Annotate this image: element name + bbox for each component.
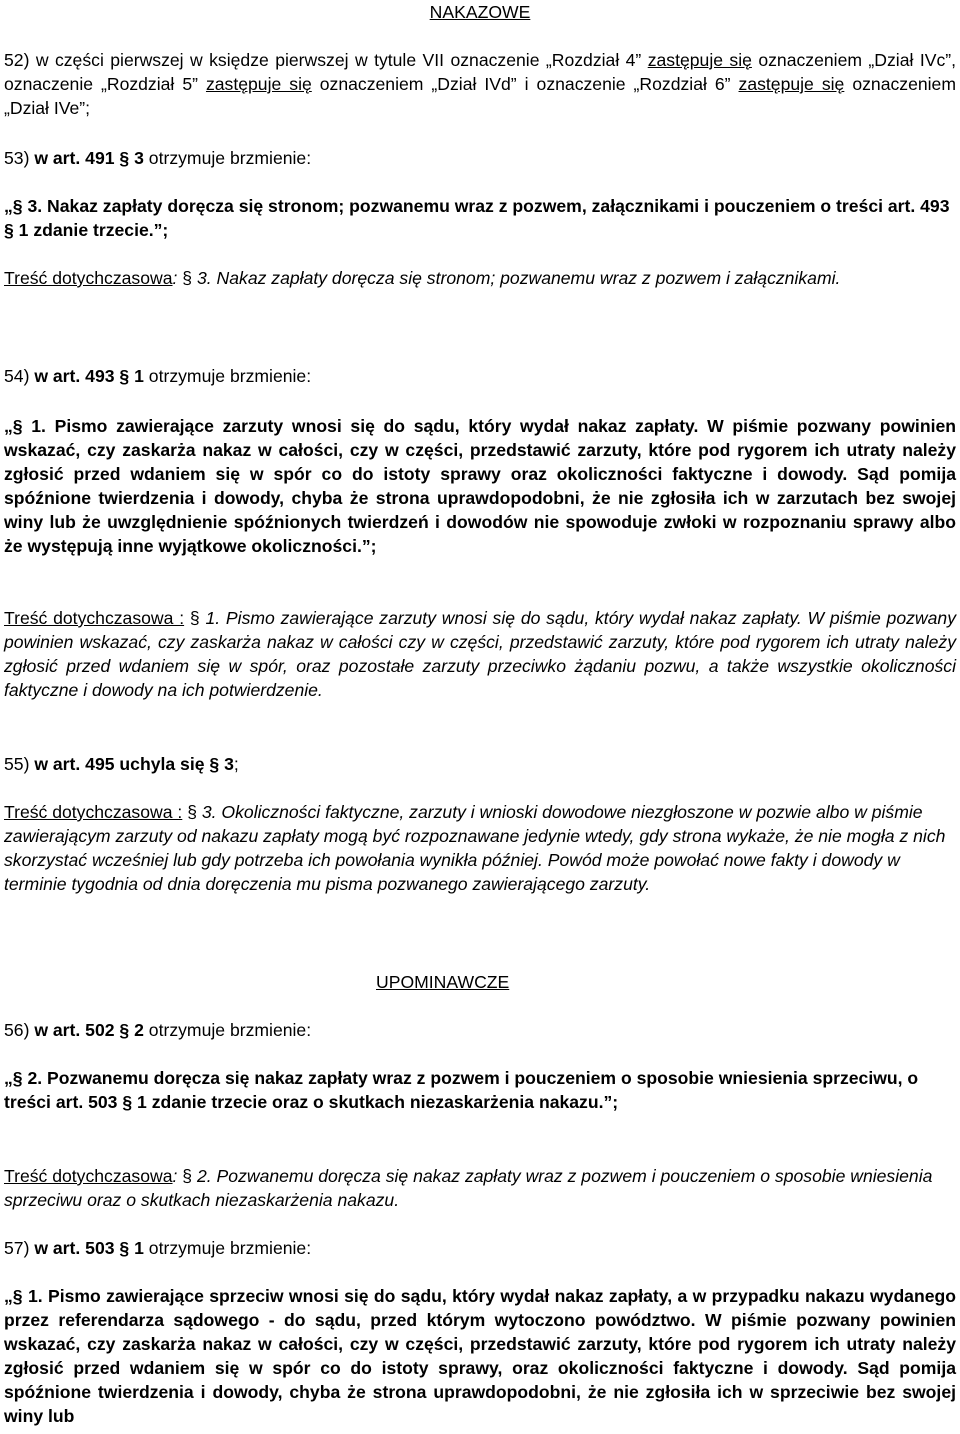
amendment-54: 54) w art. 493 § 1 otrzymuje brzmienie: <box>4 366 312 386</box>
amendment-53: 53) w art. 491 § 3 otrzymuje brzmienie: <box>4 148 312 168</box>
new-text-57: „§ 1. Pismo zawierające sprzeciw wnosi się do sądu, który wydał nakaz zapłaty, a w przypadku nakazu wydanego przez referendarza sądowego - do sądu, przed którym wytoczono powództwo. W piśmie pozwany powinien wskazać, czy zaskarża nakaz w całości, czy w części, przedstawić zarzuty, które pod rygorem ich utraty należy zgłosić przed wdaniem się w spór co do istoty sprawy, oraz okoliczności faktyczne i dowody. Sąd pomija spóźnione twierdzenia i dowody, chyba że strona uprawdopodobni, że nie zgłosiła ich w sprzeciwie bez swojej winy lub <box>4 1286 956 1426</box>
previous-text-54: Treść dotychczasowa : § 1. Pismo zawierające zarzuty wnosi się do sądu, który wydał nakaz zapłaty. W piśmie pozwany powinien wskazać, czy zaskarża nakaz w całości czy w części, przedstawić zarzuty, które pod rygorem ich utraty należy zgłosić przed wdaniem się w spór, oraz pozostałe zarzuty przeciwko żądaniu pozwu, a także wszystkie okoliczności faktyczne i dowody na ich potwierdzenie. <box>4 608 956 700</box>
amendment-56: 56) w art. 502 § 2 otrzymuje brzmienie: <box>4 1020 312 1040</box>
amendment-55: 55) w art. 495 uchyla się § 3; <box>4 754 239 774</box>
new-text-54: „§ 1. Pismo zawierające zarzuty wnosi się do sądu, który wydał nakaz zapłaty. W piśmie pozwany powinien wskazać, czy zaskarża nakaz w całości, czy w części, przedstawić zarzuty, które pod rygorem ich utraty należy zgłosić przed wdaniem się w spór co do istoty sprawy oraz okoliczności faktyczne i dowody. Sąd pomija spóźnione twierdzenia i dowody, chyba że strona uprawdopodobni, że nie zgłosiła ich w zarzutach bez swojej winy lub że uwzględnienie spóźnionych twierdzeń i dowodów nie spowoduje zwłoki w rozpoznaniu sprawy albo że występują inne wyjątkowe okoliczności.”; <box>4 416 956 556</box>
new-text-56: „§ 2. Pozwanemu doręcza się nakaz zapłaty wraz z pozwem i pouczeniem o sposobie wniesienia sprzeciwu, o treści art. 503 § 1 zdanie trzecie oraz o skutkach niezaskarżenia nakazu.”; <box>4 1068 919 1112</box>
new-text-53: „§ 3. Nakaz zapłaty doręcza się stronom; pozwanemu wraz z pozwem, załącznikami i pouczeniem o treści art. 493 § 1 zdanie trzecie.”; <box>4 196 950 240</box>
amendment-52: 52) w części pierwszej w księdze pierwszej w tytule VII oznaczenie „Rozdział 4” zastępuje się oznaczeniem „Dział IVc”, oznaczenie „Rozdział 5” zastępuje się oznaczeniem „Dział IVd” i oznaczenie „Rozdział 6” zastępuje się oznaczeniem „Dział IVe”; <box>4 50 957 118</box>
previous-text-56: Treść dotychczasowa: § 2. Pozwanemu doręcza się nakaz zapłaty wraz z pozwem i pouczeniem o sposobie wniesienia sprzeciwu oraz o skutkach niezaskarżenia nakazu. <box>4 1166 933 1210</box>
previous-text-55: Treść dotychczasowa : § 3. Okoliczności faktyczne, zarzuty i wnioski dowodowe niezgłoszone w pozwie albo w piśmie zawierającym zarzuty od nakazu zapłaty mogą być rozpoznawane jedynie wtedy, gdy strona wykaże, że nie mogła z nich skorzystać wcześniej lub gdy potrzeba ich powołania wynikła później. Powód może powołać nowe fakty i dowody w terminie tygodnia od dnia doręczenia mu pisma pozwanego zawierającego zarzuty. <box>4 802 946 894</box>
amendment-57: 57) w art. 503 § 1 otrzymuje brzmienie: <box>4 1238 312 1258</box>
previous-text-53: Treść dotychczasowa: § 3. Nakaz zapłaty doręcza się stronom; pozwanemu wraz z pozwem i załącznikami. <box>4 268 841 288</box>
section-heading-upominawcze: UPOMINAWCZE <box>376 972 510 992</box>
section-heading-nakazowe: NAKAZOWE <box>429 2 531 22</box>
